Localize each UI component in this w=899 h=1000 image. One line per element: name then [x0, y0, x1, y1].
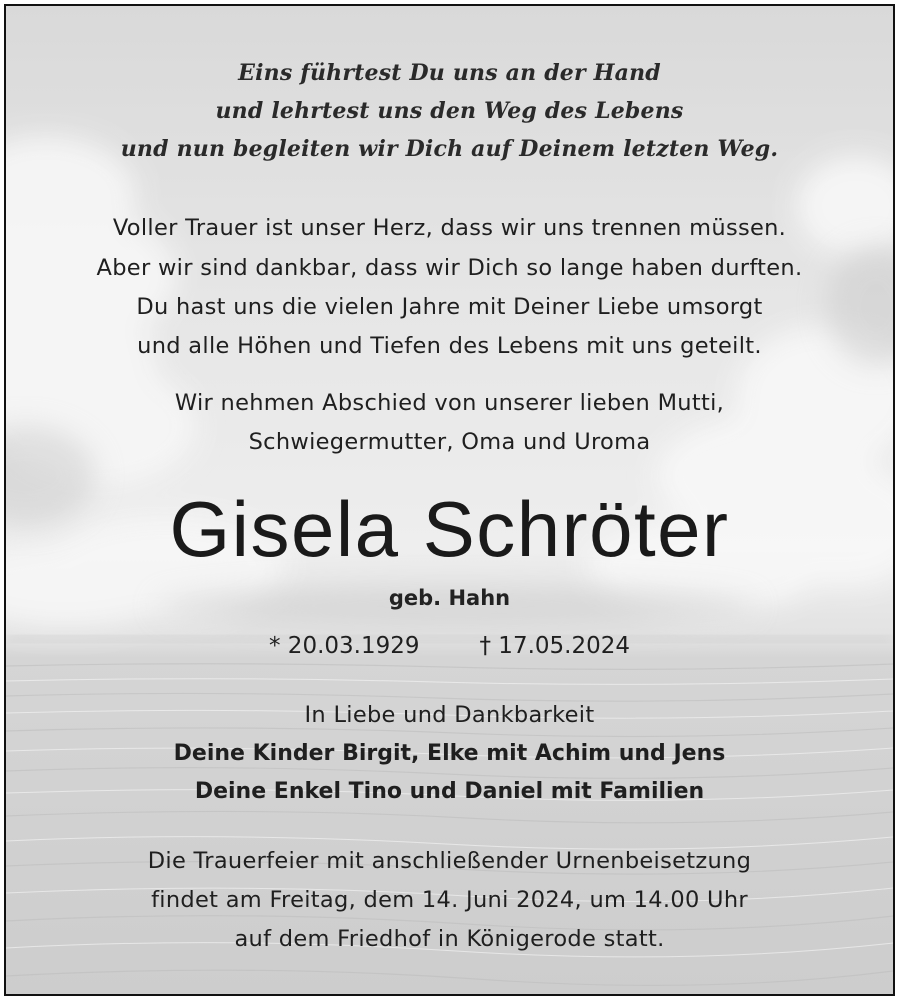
death-date: † 17.05.2024 — [479, 633, 630, 659]
tribute-line: Aber wir sind dankbar, dass wir Dich so lange haben durften. — [96, 255, 803, 281]
farewell-line: Wir nehmen Abschied von unserer lieben Mutti, — [174, 390, 725, 416]
maiden-name: geb. Hahn — [388, 586, 511, 610]
mourners-line: Deine Enkel Tino und Daniel mit Familien — [194, 779, 705, 804]
motto-line: Eins führtest Du uns an der Hand — [238, 60, 661, 86]
tribute-line: Voller Trauer ist unser Herz, dass wir uns trennen müssen. — [112, 215, 787, 241]
farewell-line: Schwiegermutter, Oma und Uroma — [248, 429, 651, 455]
birth-date: * 20.03.1929 — [269, 633, 420, 659]
mourners-intro: In Liebe und Dankbarkeit — [304, 702, 595, 728]
funeral-line: findet am Freitag, dem 14. Juni 2024, um 14.00 Uhr — [151, 887, 748, 913]
funeral-line: Die Trauerfeier mit anschließender Urnenbeisetzung — [147, 848, 752, 874]
motto-line: und nun begleiten wir Dich auf Deinem letzten Weg. — [120, 136, 779, 162]
life-dates — [6, 633, 893, 659]
funeral-line: auf dem Friedhof in Königerode statt. — [234, 926, 665, 952]
tribute-line: Du hast uns die vielen Jahre mit Deiner Liebe umsorgt — [136, 294, 763, 320]
deceased-name: Gisela Schröter — [169, 485, 730, 573]
notice-text — [6, 6, 893, 994]
motto-line: und lehrtest uns den Weg des Lebens — [215, 98, 684, 124]
mourners-line: Deine Kinder Birgit, Elke mit Achim und Jens — [173, 741, 726, 766]
obituary-notice — [4, 4, 895, 996]
tribute-line: und alle Höhen und Tiefen des Lebens mit uns geteilt. — [137, 333, 762, 359]
